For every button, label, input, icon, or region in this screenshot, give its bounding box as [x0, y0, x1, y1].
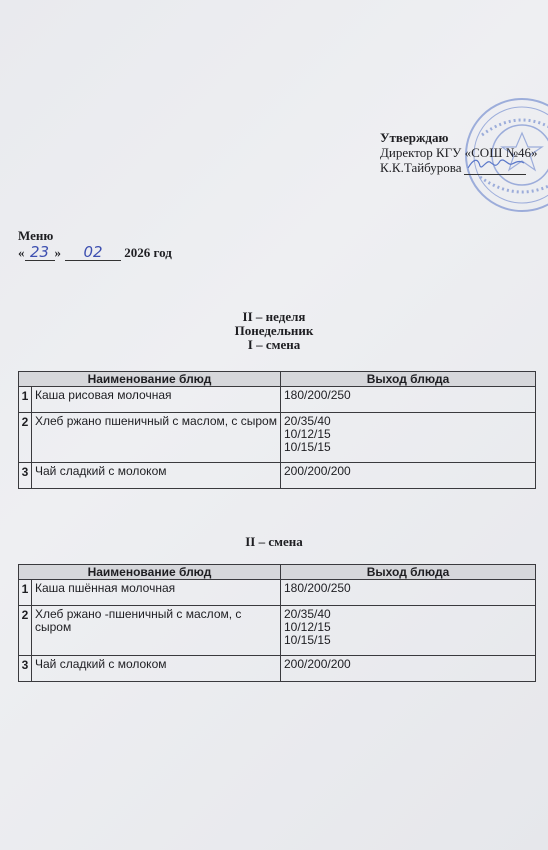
- menu-title-block: [18, 228, 172, 261]
- approval-title: Утверждаю: [380, 130, 449, 145]
- approval-position: Директор КГУ «СОШ №46»: [380, 145, 538, 160]
- table-row: [19, 656, 536, 682]
- date-open-quote: «: [18, 245, 25, 260]
- dish-output: 200/200/200: [281, 656, 536, 682]
- date-year: 2026 год: [124, 245, 172, 260]
- dish-output: 180/200/250: [281, 387, 536, 413]
- table-header-name: Наименование блюд: [19, 565, 281, 580]
- row-number: 1: [19, 580, 32, 606]
- approval-block: [380, 130, 537, 175]
- dish-name: Чай сладкий с молоком: [32, 656, 281, 682]
- dish-output: 20/35/40 10/12/15 10/15/15: [281, 606, 536, 656]
- dish-output: 180/200/250: [281, 580, 536, 606]
- table-row: [19, 580, 536, 606]
- date-day-handwritten: 23: [25, 244, 55, 261]
- row-number: 2: [19, 413, 32, 463]
- dish-name: Чай сладкий с молоком: [32, 463, 281, 489]
- table-row: [19, 463, 536, 489]
- dish-output: 200/200/200: [281, 463, 536, 489]
- shift2-heading: II – смена: [245, 534, 303, 549]
- date-close-quote: »: [54, 245, 61, 260]
- dish-name: Каша пшённая молочная: [32, 580, 281, 606]
- table-row: [19, 606, 536, 656]
- shift1-heading: I – смена: [247, 337, 301, 352]
- shift2-table: [18, 564, 536, 682]
- dish-name: Хлеб ржано -пшеничный с маслом, с сыром: [32, 606, 281, 656]
- dish-name: Хлеб ржано пшеничный с маслом, с сыром: [32, 413, 281, 463]
- handwritten-signature-icon: [464, 156, 526, 172]
- table-header-name: Наименование блюд: [19, 372, 281, 387]
- row-number: 3: [19, 463, 32, 489]
- approval-name: К.К.Тайбурова: [380, 160, 462, 175]
- menu-label: Меню: [18, 228, 54, 243]
- signature-line: [464, 162, 526, 175]
- shift1-table: [18, 371, 536, 489]
- week-heading: II – неделя: [242, 309, 306, 324]
- table-header-output: Выход блюда: [281, 372, 536, 387]
- row-number: 1: [19, 387, 32, 413]
- table-header-output: Выход блюда: [281, 565, 536, 580]
- row-number: 3: [19, 656, 32, 682]
- table-row: [19, 413, 536, 463]
- dish-output: 20/35/40 10/12/15 10/15/15: [281, 413, 536, 463]
- dish-name: Каша рисовая молочная: [32, 387, 281, 413]
- row-number: 2: [19, 606, 32, 656]
- table-row: [19, 387, 536, 413]
- day-heading: Понедельник: [234, 323, 314, 338]
- date-month-handwritten: 02: [65, 244, 121, 261]
- menu-date: [18, 244, 172, 261]
